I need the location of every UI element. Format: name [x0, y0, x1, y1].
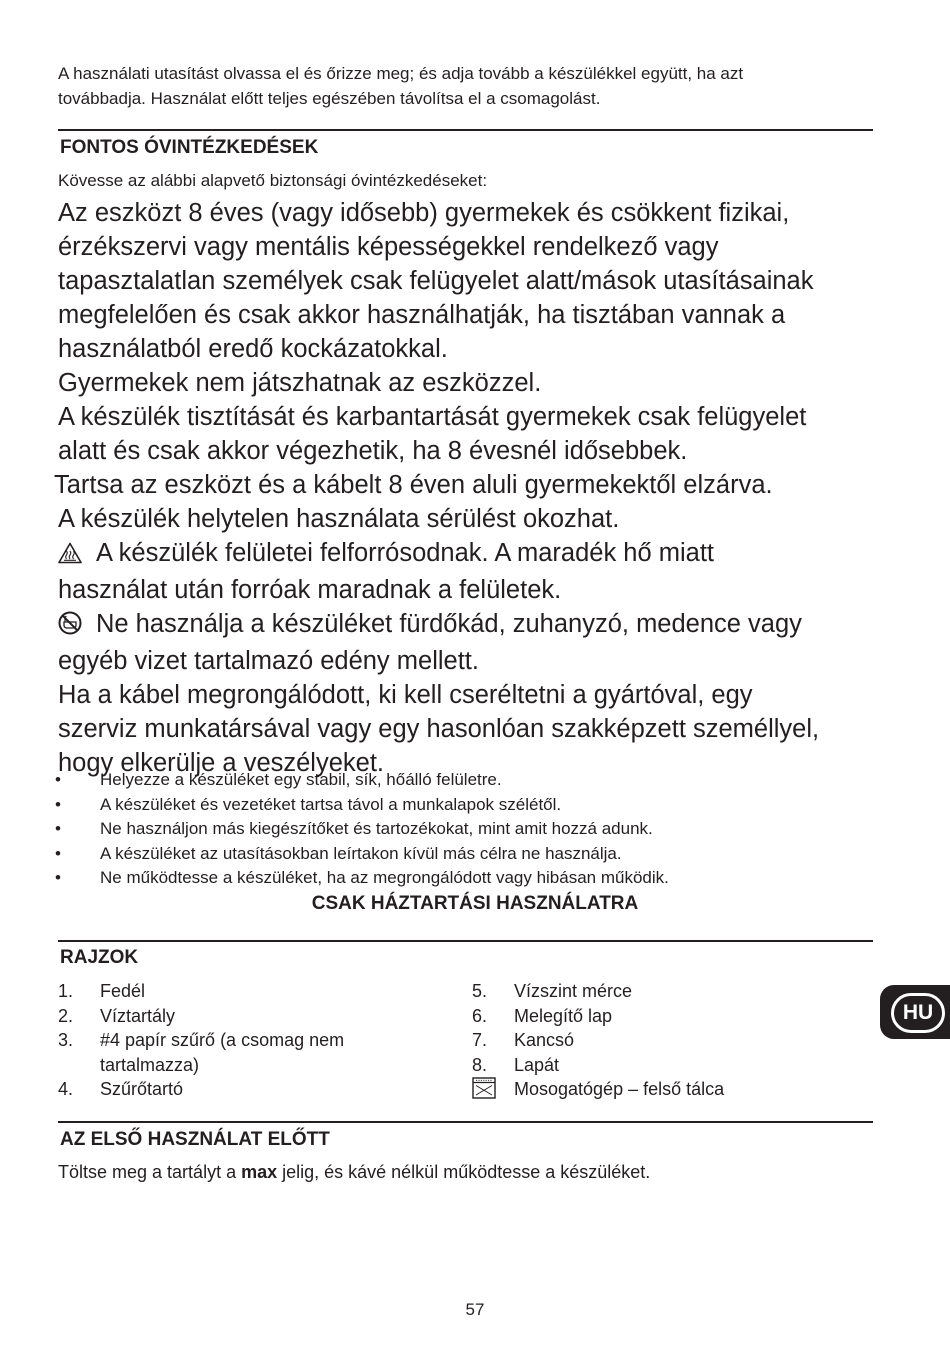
hot-surface-warning	[58, 536, 878, 573]
intro-line: A használati utasítást olvassa el és őrizze meg; és adja tovább a készülékkel együtt, ha azt	[58, 64, 744, 83]
warning-line: megfelelően és csak akkor használhatják, ha tisztában vannak a	[58, 301, 786, 329]
item-number: 3.	[58, 1030, 74, 1050]
first-use-heading: AZ ELSŐ HASZNÁLAT ELŐTT	[60, 1129, 330, 1150]
first-use-text-end: jelig, és kávé nélkül működtesse a készüléket.	[277, 1162, 651, 1182]
item-label: Vízszint mérce	[514, 981, 633, 1001]
section-divider	[58, 1121, 873, 1123]
warning-line: Az eszközt 8 éves (vagy idősebb) gyermekek és csökkent fizikai,	[58, 199, 790, 227]
dishwasher-icon	[472, 1077, 496, 1102]
list-item	[55, 866, 875, 891]
page-number: 57	[465, 1300, 485, 1319]
drawings-heading: RAJZOK	[60, 947, 139, 968]
warning-line: Gyermekek nem játszhatnak az eszközzel.	[58, 369, 542, 397]
warning-line: használatból eredő kockázatokkal.	[58, 335, 448, 363]
language-tab	[880, 985, 950, 1039]
bullet-icon: •	[55, 843, 61, 863]
safety-heading: FONTOS ÓVINTÉZKEDÉSEK	[60, 137, 319, 158]
item-label: Kancsó	[514, 1030, 575, 1050]
bullet-icon: •	[55, 868, 61, 887]
list-item	[472, 1028, 852, 1053]
item-label: Víztartály	[100, 1005, 176, 1026]
item-label: tartalmazza)	[100, 1054, 200, 1075]
list-item	[472, 1053, 852, 1078]
first-use-text-start: Töltse meg a tartályt a	[58, 1162, 242, 1182]
warning-line: érzékszervi vagy mentális képességekkel rendelkező vagy	[58, 233, 719, 261]
warning-line: A készülék helytelen használata sérülést okozhat.	[58, 505, 620, 533]
no-bath-warning	[58, 607, 878, 644]
warning-line: tapasztalatlan személyek csak felügyelet alatt/mások utasításainak	[58, 267, 814, 295]
warning-line: alatt és csak akkor végezhetik, ha 8 évesnél idősebbek.	[58, 437, 688, 465]
list-item	[55, 793, 875, 818]
warning-line: A készülék tisztítását és karbantartását gyermekek csak felügyelet	[58, 403, 807, 431]
intro-text	[58, 61, 858, 111]
no-bath-text: Ne használja a készüléket fürdőkád, zuhanyzó, medence vagy	[96, 610, 802, 638]
item-number: 5.	[472, 981, 488, 1001]
safety-bullets	[55, 768, 875, 891]
list-item	[58, 1077, 438, 1102]
item-number: 1.	[58, 981, 74, 1001]
warning-line: szerviz munkatársával vagy egy hasonlóan szakképzett személlyel,	[58, 715, 820, 743]
bullet-icon: •	[55, 794, 61, 814]
item-label: Szűrőtartó	[100, 1079, 184, 1099]
bullet-text: Helyezze a készüléket egy stabil, sík, hőálló felületre.	[100, 770, 502, 789]
household-use-notice: CSAK HÁZTARTÁSI HASZNÁLATRA	[311, 893, 639, 914]
item-number: 7.	[472, 1030, 488, 1050]
section-divider	[58, 129, 873, 131]
list-item	[55, 817, 875, 842]
parts-list-left	[58, 979, 438, 1102]
bullet-icon: •	[55, 819, 61, 838]
warning-line: használat után forróak maradnak a felületek.	[58, 576, 562, 604]
parts-list-right	[472, 979, 852, 1102]
item-number: 8.	[472, 1054, 488, 1075]
item-label: Fedél	[100, 981, 146, 1001]
bullet-icon: •	[55, 770, 61, 789]
item-number: 2.	[58, 1005, 74, 1026]
intro-line: továbbadja. Használat előtt teljes egészében távolítsa el a csomagolást.	[58, 89, 601, 108]
list-item	[472, 1077, 852, 1102]
item-label: Mosogatógép – felső tálca	[514, 1079, 725, 1099]
item-label: Melegítő lap	[514, 1005, 613, 1026]
list-item	[55, 842, 875, 867]
item-label: #4 papír szűrő (a csomag nem	[100, 1030, 345, 1050]
bullet-text: Ne működtesse a készüléket, ha az megrongálódott vagy hibásan működik.	[100, 868, 669, 887]
list-item	[472, 1004, 852, 1029]
hot-surface-icon	[58, 539, 82, 573]
item-number: 4.	[58, 1079, 74, 1099]
warning-line: egyéb vizet tartalmazó edény mellett.	[58, 647, 479, 675]
item-label: Lapát	[514, 1054, 560, 1075]
list-item	[472, 979, 852, 1004]
list-item	[58, 1028, 438, 1053]
item-number: 6.	[472, 1005, 488, 1026]
max-mark: max	[241, 1162, 278, 1182]
bullet-text: Ne használjon más kiegészítőket és tartozékokat, mint amit hozzá adunk.	[100, 819, 653, 838]
bullet-text: A készüléket és vezetéket tartsa távol a munkalapok szélétől.	[100, 794, 562, 814]
list-item	[55, 768, 875, 793]
warning-line: hogy elkerülje a veszélyeket.	[58, 749, 385, 777]
safety-warnings	[54, 196, 878, 780]
safety-subtitle: Kövesse az alábbi alapvető biztonsági óvintézkedéseket:	[58, 171, 488, 190]
language-code: HU	[891, 993, 945, 1033]
section-divider	[58, 940, 873, 942]
list-item	[58, 1053, 438, 1078]
list-item	[58, 979, 438, 1004]
warning-line: Ha a kábel megrongálódott, ki kell cseréltetni a gyártóval, egy	[58, 681, 753, 709]
bullet-text: A készüléket az utasításokban leírtakon kívül más célra ne használja.	[100, 843, 622, 863]
no-bathtub-icon	[58, 610, 82, 644]
first-use-text	[58, 1160, 650, 1185]
warning-line: Tartsa az eszközt és a kábelt 8 éven aluli gyermekektől elzárva.	[54, 471, 773, 499]
list-item	[58, 1004, 438, 1029]
hot-surface-text: A készülék felületei felforrósodnak. A maradék hő miatt	[96, 539, 715, 567]
